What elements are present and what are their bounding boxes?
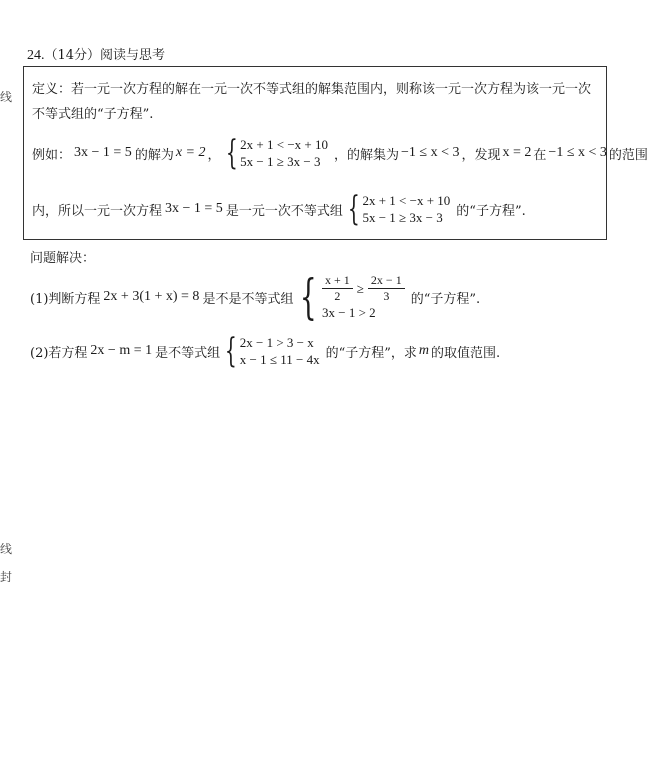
example-equation-2: 3x − 1 = 5 (165, 201, 223, 216)
system-row: 3x − 1 > 2 (322, 305, 376, 320)
example-system (221, 133, 328, 173)
example-line3-mid: 是一元一次不等式组 (225, 203, 343, 219)
q1-label: (1)判断方程 (30, 291, 101, 307)
example-after-system: ，的解集为 (333, 147, 399, 163)
q2-system (220, 331, 320, 371)
fraction-numerator: 2x − 1 (368, 273, 405, 289)
margin-mark: 线 (0, 90, 13, 104)
example-line3-prefix: 内，所以一元一次方程 (32, 203, 163, 219)
system-row: 2x − 1 > 3 − x (239, 335, 314, 350)
example-in-text: 在 (533, 147, 547, 163)
example-line-2 (32, 189, 526, 229)
fraction-numerator: x + 1 (322, 273, 353, 289)
q2-tail: 的“子方程”，求 (325, 345, 417, 361)
q2-mid: 是不等式组 (155, 345, 221, 361)
system-row: 2x + 1 < −x + 10 (240, 137, 328, 152)
brace-icon: { (225, 133, 238, 173)
margin-mark: 封 (0, 570, 13, 584)
brace-icon: { (300, 269, 318, 325)
q1-system (293, 269, 404, 325)
fraction-denominator: 2 (334, 289, 341, 303)
fraction-denominator: 3 (383, 289, 390, 303)
q1-fraction-right (368, 273, 405, 304)
brace-icon: { (224, 331, 237, 371)
example-range: −1 ≤ x < 3 (401, 145, 460, 160)
problem-header (27, 44, 165, 64)
problem-title: 阅读与思考 (100, 48, 166, 63)
system-row: 5x − 1 ≥ 3x − 3 (240, 154, 321, 169)
system-row: 2x + 1 < −x + 10 (362, 193, 451, 208)
q2-tail-2: 的取值范围. (431, 345, 501, 361)
definition-line-1: 定义：若一元一次方程的解在一元一次不等式组的解集范围内，则称该一元一次方程为该一元一次 (32, 82, 592, 97)
q1-fraction-left (322, 273, 353, 304)
example-range-2: −1 ≤ x < 3 (548, 145, 607, 160)
example-found: ，发现 (461, 147, 501, 163)
q1-tail: 的“子方程”. (410, 291, 481, 307)
question-1 (30, 269, 481, 325)
question-2 (30, 331, 501, 371)
example-line3-tail: 的“子方程”. (456, 203, 526, 219)
example-line-1 (32, 133, 648, 173)
system-row: x − 1 ≤ 11 − 4x (239, 352, 320, 367)
margin-mark: 线 (0, 542, 13, 556)
example-solution-text: 的解为 (134, 147, 174, 163)
q1-geq: ≥ (356, 281, 364, 296)
problem-points: （14分） (44, 48, 101, 63)
example-equation: 3x − 1 = 5 (74, 145, 132, 160)
q2-label: (2)若方程 (30, 345, 88, 361)
example-prefix: 例如： (32, 147, 72, 163)
example-tail-1: 的范围 (608, 147, 648, 163)
q2-var: m (418, 343, 430, 358)
q2-equation: 2x − m = 1 (90, 343, 153, 358)
brace-icon: { (347, 189, 360, 229)
example-x-eq: x = 2 (502, 145, 532, 160)
example-solution: x = 2 (175, 145, 206, 160)
definition-line-2: 不等式组的“子方程”. (32, 107, 154, 122)
example-comma: ， (207, 147, 221, 163)
problem-number: 24. (27, 48, 45, 63)
example-system-2 (343, 189, 451, 229)
q1-mid: 是不是不等式组 (202, 291, 294, 307)
q1-equation: 2x + 3(1 + x) = 8 (103, 289, 200, 304)
system-row: 5x − 1 ≥ 3x − 3 (362, 210, 443, 225)
section-title: 问题解决： (30, 251, 96, 266)
